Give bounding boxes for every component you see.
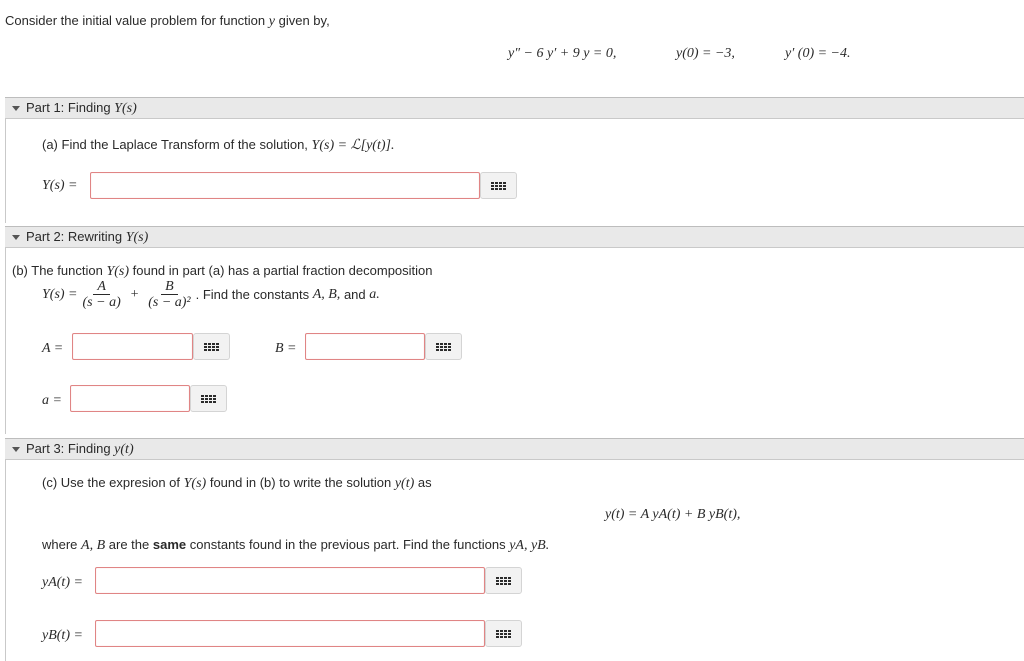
part2-title: Part 2: Rewriting Y(s)	[26, 228, 149, 245]
partial-fraction-decomposition: Y(s) = $\frac{A}{(s - a)}$ + $\frac{B}{\text{(s − a)²}}$ . Find the constants A, B, and a.	[42, 279, 380, 310]
part1-title: Part 1: Finding Y(s)	[26, 99, 137, 116]
part3-header[interactable]	[5, 438, 1024, 460]
part1-question: (a) Find the Laplace Transform of the solution, Y(s) = ℒ[y(t)].	[42, 137, 395, 153]
Ys-matrix-button[interactable]	[480, 172, 517, 199]
A-label: A =	[42, 341, 64, 356]
B-label: B =	[275, 341, 297, 356]
matrix-grid-icon	[496, 577, 511, 585]
ode-equation: y″ − 6 y′ + 9 y = 0,	[508, 46, 617, 61]
a-matrix-button[interactable]	[190, 385, 227, 412]
part3-question: (c) Use the expresion of Y(s) found in (b) to write the solution y(t) as	[42, 475, 432, 491]
matrix-grid-icon	[436, 343, 451, 351]
yA-label: yA(t) =	[42, 575, 83, 590]
part3-where-text: where A, B are the same constants found in the previous part. Find the functions yA, yB.	[42, 537, 550, 553]
yB-input[interactable]	[95, 620, 485, 647]
Ys-input[interactable]	[90, 172, 480, 199]
yB-label: yB(t) =	[42, 628, 83, 643]
collapse-triangle-icon[interactable]	[12, 447, 20, 452]
yA-matrix-button[interactable]	[485, 567, 522, 594]
collapse-triangle-icon[interactable]	[12, 106, 20, 111]
collapse-triangle-icon[interactable]	[12, 235, 20, 240]
A-input[interactable]	[72, 333, 193, 360]
initial-condition-2: y′ (0) = −4.	[785, 46, 851, 61]
matrix-grid-icon	[201, 395, 216, 403]
A-matrix-button[interactable]	[193, 333, 230, 360]
part3-title: Part 3: Finding y(t)	[26, 440, 134, 457]
B-input[interactable]	[305, 333, 425, 360]
part2-header[interactable]	[5, 226, 1024, 248]
part1-body	[5, 119, 1024, 223]
yB-matrix-button[interactable]	[485, 620, 522, 647]
a-label: a =	[42, 393, 62, 408]
yA-input[interactable]	[95, 567, 485, 594]
Ys-label: Y(s) =	[42, 178, 78, 193]
matrix-grid-icon	[491, 182, 506, 190]
a-input[interactable]	[70, 385, 190, 412]
initial-condition-1: y(0) = −3,	[676, 46, 735, 61]
part2-question: (b) The function Y(s) found in part (a) has a partial fraction decomposition	[12, 263, 433, 279]
solution-formula: y(t) = A yA(t) + B yB(t),	[605, 507, 741, 522]
part1-header[interactable]	[5, 97, 1024, 119]
B-matrix-button[interactable]	[425, 333, 462, 360]
matrix-grid-icon	[204, 343, 219, 351]
intro-text: Consider the initial value problem for function y given by,	[5, 13, 330, 29]
matrix-grid-icon	[496, 630, 511, 638]
